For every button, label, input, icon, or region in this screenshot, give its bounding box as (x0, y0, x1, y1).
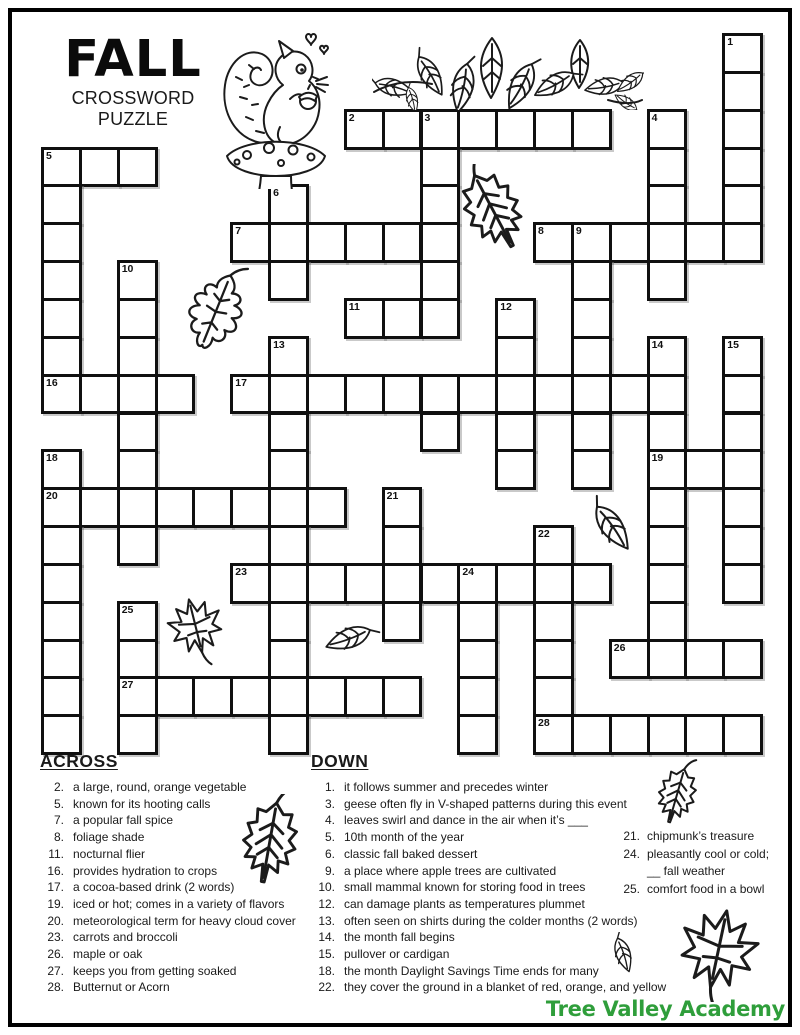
grid-cell-r18c6[interactable] (268, 714, 309, 755)
grid-cell-r5c16[interactable] (647, 222, 688, 263)
clue-down-1 (311, 779, 676, 796)
clue-text: maple or oak (73, 947, 143, 962)
grid-cell-r16c6[interactable] (268, 639, 309, 680)
grid-cell-r13c13[interactable] (533, 525, 574, 566)
grid-cell-r11c18[interactable] (722, 449, 763, 490)
grid-cell-r17c2[interactable] (117, 676, 158, 717)
clue-number: 14. (318, 930, 335, 945)
grid-cell-r2c10[interactable] (420, 109, 461, 150)
grid-cell-r9c18[interactable] (722, 374, 763, 415)
grid-cell-r1c18[interactable] (722, 71, 763, 112)
grid-cell-r15c11[interactable] (457, 601, 498, 642)
maple-leaf-icon (662, 906, 776, 1002)
grid-cell-r15c6[interactable] (268, 601, 309, 642)
grid-cell-r9c14[interactable] (571, 374, 612, 415)
grid-cell-r10c18[interactable] (722, 412, 763, 453)
grid-cell-r7c8[interactable] (344, 298, 385, 339)
grid-cell-r8c14[interactable] (571, 336, 612, 377)
grid-cell-r12c3[interactable] (155, 487, 196, 528)
grid-cell-r12c2[interactable] (117, 487, 158, 528)
clue-number: 13. (318, 913, 335, 928)
grid-cell-r13c2[interactable] (117, 525, 158, 566)
clue-text: can damage plants as temperatures plummet (344, 896, 585, 911)
clue-text: meteorological term for heavy cloud cover (73, 913, 296, 928)
cell-number: 15 (727, 338, 739, 351)
clue-text: provides hydration to crops (73, 863, 218, 878)
clue-text: carrots and broccoli (73, 930, 178, 945)
clue-number: 26. (47, 947, 64, 962)
grid-cell-r12c1[interactable] (79, 487, 120, 528)
grid-cell-r9c10[interactable] (420, 374, 461, 415)
grid-cell-r14c14[interactable] (571, 563, 612, 604)
clue-text: pleasantly cool or cold; __ fall weather (647, 847, 770, 878)
grid-cell-r8c0[interactable] (41, 336, 82, 377)
clue-text: a popular fall spice (73, 813, 174, 828)
grid-cell-r0c18[interactable] (722, 33, 763, 74)
grid-cell-r17c3[interactable] (155, 676, 196, 717)
cell-number: 10 (121, 263, 134, 276)
down-heading: DOWN (311, 751, 369, 771)
grid-cell-r4c16[interactable] (647, 184, 688, 225)
grid-cell-r16c18[interactable] (722, 639, 763, 680)
grid-cell-r13c16[interactable] (647, 525, 688, 566)
grid-cell-r12c5[interactable] (230, 487, 271, 528)
grid-cell-r9c5[interactable] (230, 374, 271, 415)
leaf-icon (236, 794, 302, 894)
clue-text: small mammal known for storing food in trees (344, 880, 586, 895)
grid-cell-r7c0[interactable] (41, 298, 82, 339)
clue-number: 7. (53, 813, 64, 828)
clue-text: foliage shade (73, 830, 145, 845)
grid-cell-r17c5[interactable] (230, 676, 271, 717)
clue-text: Butternut or Acorn (73, 980, 170, 995)
grid-cell-r16c2[interactable] (117, 639, 158, 680)
clue-number: 4. (324, 813, 335, 828)
grid-cell-r9c7[interactable] (306, 374, 347, 415)
grid-cell-r14c13[interactable] (533, 563, 574, 604)
grid-cell-r7c12[interactable] (495, 298, 536, 339)
clue-number: 17. (47, 880, 64, 895)
grid-cell-r17c6[interactable] (268, 676, 309, 717)
grid-cell-r14c12[interactable] (495, 563, 536, 604)
cell-number: 12 (500, 300, 512, 313)
clue-text: a large, round, orange vegetable (73, 780, 247, 794)
clue-text: nocturnal flier (73, 846, 146, 861)
grid-cell-r4c6[interactable] (268, 184, 309, 225)
grid-cell-r9c2[interactable] (117, 374, 158, 415)
clue-down-24 (614, 846, 774, 880)
grid-cell-r16c0[interactable] (41, 639, 82, 680)
grid-cell-r18c16[interactable] (647, 714, 688, 755)
grid-cell-r16c13[interactable] (533, 639, 574, 680)
cell-number: 1 (727, 36, 734, 48)
clue-number: 1. (324, 780, 335, 794)
clue-number: 22. (318, 980, 335, 995)
grid-cell-r5c7[interactable] (306, 222, 347, 263)
clue-text: keeps you from getting soaked (73, 963, 237, 978)
grid-cell-r18c18[interactable] (722, 714, 763, 755)
grid-cell-r6c2[interactable] (117, 260, 158, 301)
cell-number: 27 (121, 679, 134, 692)
clue-down-4 (311, 812, 676, 829)
grid-cell-r3c0[interactable] (41, 147, 82, 188)
grid-cell-r15c9[interactable] (382, 601, 423, 642)
cell-number: 3 (424, 111, 431, 124)
grid-cell-r16c11[interactable] (457, 639, 498, 680)
grid-cell-r12c4[interactable] (192, 487, 233, 528)
grid-cell-r8c6[interactable] (268, 336, 309, 377)
leaf-icon (646, 758, 708, 834)
grid-cell-r14c18[interactable] (722, 563, 763, 604)
across-heading: ACROSS (40, 751, 118, 771)
cell-number: 8 (538, 225, 544, 238)
grid-cell-r18c13[interactable] (533, 714, 574, 755)
clue-down-25 (614, 881, 774, 898)
cell-number: 14 (651, 338, 664, 351)
grid-cell-r13c6[interactable] (268, 525, 309, 566)
grid-cell-r18c15[interactable] (609, 714, 650, 755)
grid-cell-r9c16[interactable] (647, 374, 688, 415)
grid-cell-r11c2[interactable] (117, 449, 158, 490)
clue-across-27 (40, 963, 330, 980)
page-subtitle: CROSSWORD PUZZLE (71, 88, 195, 129)
grid-cell-r14c9[interactable] (382, 563, 423, 604)
grid-cell-r12c16[interactable] (647, 487, 688, 528)
grid-cell-r13c0[interactable] (41, 525, 82, 566)
grid-cell-r17c0[interactable] (41, 676, 82, 717)
grid-cell-r16c15[interactable] (609, 639, 650, 680)
grid-cell-r3c1[interactable] (79, 147, 120, 188)
grid-cell-r15c2[interactable] (117, 601, 158, 642)
grid-cell-r5c15[interactable] (609, 222, 650, 263)
cell-number: 21 (386, 490, 399, 503)
clue-down-13 (311, 913, 676, 930)
grid-cell-r17c13[interactable] (533, 676, 574, 717)
grid-cell-r13c18[interactable] (722, 525, 763, 566)
grid-cell-r14c8[interactable] (344, 563, 385, 604)
grid-cell-r5c8[interactable] (344, 222, 385, 263)
grid-cell-r9c11[interactable] (457, 374, 498, 415)
clue-across-26 (40, 946, 330, 963)
grid-cell-r2c13[interactable] (533, 109, 574, 150)
cell-number: 6 (273, 187, 279, 200)
down-extra-list (614, 828, 774, 898)
grid-cell-r17c7[interactable] (306, 676, 347, 717)
grid-cell-r14c0[interactable] (41, 563, 82, 604)
leaf-icon (604, 932, 644, 976)
grid-cell-r5c14[interactable] (571, 222, 612, 263)
cell-number: 4 (651, 111, 658, 124)
cell-number: 9 (575, 225, 582, 238)
grid-cell-r11c6[interactable] (268, 449, 309, 490)
grid-cell-r11c12[interactable] (495, 449, 536, 490)
clue-number: 24. (623, 847, 640, 861)
grid-cell-r9c3[interactable] (155, 374, 196, 415)
squirrel-mushroom-illustration (216, 27, 336, 189)
clue-across-28 (40, 979, 330, 996)
leaf-icon (314, 610, 384, 668)
grid-cell-r9c13[interactable] (533, 374, 574, 415)
oak-leaf-icon (172, 258, 258, 368)
leaf-pile-illustration (372, 30, 644, 110)
grid-cell-r18c14[interactable] (571, 714, 612, 755)
grid-cell-r11c17[interactable] (684, 449, 725, 490)
grid-cell-r12c18[interactable] (722, 487, 763, 528)
grid-cell-r4c18[interactable] (722, 184, 763, 225)
grid-cell-r12c7[interactable] (306, 487, 347, 528)
grid-cell-r14c5[interactable] (230, 563, 271, 604)
grid-cell-r5c6[interactable] (268, 222, 309, 263)
clue-number: 27. (47, 963, 64, 978)
down-clues-extra-column (614, 828, 774, 899)
grid-cell-r2c8[interactable] (344, 109, 385, 150)
grid-cell-r7c10[interactable] (420, 298, 461, 339)
grid-cell-r14c16[interactable] (647, 563, 688, 604)
clue-number: 21. (623, 829, 640, 843)
grid-cell-r8c12[interactable] (495, 336, 536, 377)
grid-cell-r5c18[interactable] (722, 222, 763, 263)
clue-number: 8. (53, 830, 64, 845)
grid-cell-r9c8[interactable] (344, 374, 385, 415)
grid-cell-r5c0[interactable] (41, 222, 82, 263)
cell-number: 22 (538, 528, 550, 541)
grid-cell-r10c14[interactable] (571, 412, 612, 453)
cell-number: 2 (348, 111, 355, 124)
grid-cell-r9c6[interactable] (268, 374, 309, 415)
clue-number: 5. (324, 830, 335, 845)
grid-cell-r16c17[interactable] (684, 639, 725, 680)
grid-cell-r18c2[interactable] (117, 714, 158, 755)
cell-number: 25 (121, 603, 134, 616)
grid-cell-r17c9[interactable] (382, 676, 423, 717)
leaf-icon (452, 164, 542, 260)
grid-cell-r6c16[interactable] (647, 260, 688, 301)
grid-cell-r2c9[interactable] (382, 109, 423, 150)
grid-cell-r10c12[interactable] (495, 412, 536, 453)
clue-down-22 (311, 979, 676, 996)
cell-number: 7 (235, 225, 242, 238)
grid-cell-r9c15[interactable] (609, 374, 650, 415)
grid-cell-r11c16[interactable] (647, 449, 688, 490)
grid-cell-r8c18[interactable] (722, 336, 763, 377)
grid-cell-r14c6[interactable] (268, 563, 309, 604)
grid-cell-r8c16[interactable] (647, 336, 688, 377)
leaf-icon (582, 492, 646, 560)
cell-number: 28 (538, 717, 550, 730)
clue-text: pullover or cardigan (344, 947, 450, 962)
grid-cell-r7c2[interactable] (117, 298, 158, 339)
clue-text: it follows summer and precedes winter (344, 780, 549, 794)
clue-number: 2. (53, 780, 64, 794)
cell-number: 18 (46, 452, 58, 465)
grid-cell-r6c6[interactable] (268, 260, 309, 301)
grid-cell-r5c5[interactable] (230, 222, 271, 263)
grid-cell-r15c13[interactable] (533, 601, 574, 642)
clue-text: comfort food in a bowl (647, 882, 765, 896)
grid-cell-r15c0[interactable] (41, 601, 82, 642)
clue-number: 9. (324, 863, 335, 878)
clue-across-20 (40, 913, 330, 930)
clue-number: 5. (53, 796, 64, 811)
grid-cell-r7c9[interactable] (382, 298, 423, 339)
cell-number: 16 (46, 376, 58, 389)
page-title: FALL (64, 30, 202, 89)
clue-across-19 (40, 896, 330, 913)
grid-cell-r6c14[interactable] (571, 260, 612, 301)
grid-cell-r17c11[interactable] (457, 676, 498, 717)
grid-cell-r18c11[interactable] (457, 714, 498, 755)
clue-text: often seen on shirts during the colder months (2 words) (344, 913, 638, 928)
grid-cell-r6c0[interactable] (41, 260, 82, 301)
site-brand: Tree Valley Academy (545, 997, 785, 1021)
cell-number: 26 (613, 641, 626, 654)
grid-cell-r12c6[interactable] (268, 487, 309, 528)
grid-cell-r5c17[interactable] (684, 222, 725, 263)
cell-number: 17 (235, 376, 247, 389)
clue-number: 18. (318, 963, 335, 978)
clue-number: 15. (318, 947, 335, 962)
grid-cell-r3c16[interactable] (647, 147, 688, 188)
grid-cell-r10c6[interactable] (268, 412, 309, 453)
clue-number: 25. (623, 882, 640, 896)
grid-cell-r11c14[interactable] (571, 449, 612, 490)
cell-number: 20 (46, 490, 58, 503)
grid-cell-r2c18[interactable] (722, 109, 763, 150)
grid-cell-r2c12[interactable] (495, 109, 536, 150)
clue-text: the month fall begins (344, 930, 455, 945)
cell-number: 11 (348, 300, 360, 313)
grid-cell-r9c9[interactable] (382, 374, 423, 415)
clue-text: geese often fly in V-shaped patterns during this event (344, 796, 627, 811)
clue-number: 23. (47, 930, 64, 945)
clue-number: 20. (47, 913, 64, 928)
clue-number: 19. (47, 896, 64, 911)
grid-cell-r12c0[interactable] (41, 487, 82, 528)
clue-text: iced or hot; comes in a variety of flavors (73, 896, 285, 911)
grid-cell-r17c4[interactable] (192, 676, 233, 717)
clue-number: 11. (48, 846, 64, 861)
cell-number: 5 (46, 149, 52, 162)
grid-cell-r11c0[interactable] (41, 449, 82, 490)
clue-number: 16. (47, 863, 64, 878)
cell-number: 23 (235, 565, 247, 578)
clue-text: known for its hooting calls (73, 796, 211, 811)
cell-number: 13 (273, 338, 285, 351)
grid-cell-r10c2[interactable] (117, 412, 158, 453)
clue-text: the month Daylight Savings Time ends for many (344, 963, 599, 978)
clue-text: 10th month of the year (344, 830, 465, 845)
clue-number: 3. (324, 796, 335, 811)
clue-number: 12. (318, 896, 335, 911)
grid-cell-r14c7[interactable] (306, 563, 347, 604)
clue-text: classic fall baked dessert (344, 846, 478, 861)
clue-number: 10. (318, 880, 335, 895)
grid-cell-r7c14[interactable] (571, 298, 612, 339)
clue-text: chipmunk’s treasure (647, 829, 755, 843)
grid-cell-r3c18[interactable] (722, 147, 763, 188)
grid-cell-r18c0[interactable] (41, 714, 82, 755)
grid-cell-r10c16[interactable] (647, 412, 688, 453)
grid-cell-r14c10[interactable] (420, 563, 461, 604)
grid-cell-r5c9[interactable] (382, 222, 423, 263)
grid-cell-r13c9[interactable] (382, 525, 423, 566)
clue-across-23 (40, 929, 330, 946)
cell-number: 19 (651, 452, 664, 465)
grid-cell-r4c0[interactable] (41, 184, 82, 225)
grid-cell-r6c10[interactable] (420, 260, 461, 301)
grid-cell-r16c16[interactable] (647, 639, 688, 680)
clue-text: leaves swirl and dance in the air when it’s ___ (344, 813, 588, 828)
clue-number: 28. (47, 980, 64, 995)
clue-number: 6. (324, 846, 335, 861)
grid-cell-r3c2[interactable] (117, 147, 158, 188)
grid-cell-r8c2[interactable] (117, 336, 158, 377)
clue-text: a place where apple trees are cultivated (344, 863, 557, 878)
maple-leaf-icon (158, 594, 234, 668)
grid-cell-r2c11[interactable] (457, 109, 498, 150)
grid-cell-r17c8[interactable] (344, 676, 385, 717)
clue-text: a cocoa-based drink (2 words) (73, 880, 235, 895)
cell-number: 24 (462, 565, 475, 578)
clue-down-3 (311, 796, 676, 813)
grid-cell-r12c9[interactable] (382, 487, 423, 528)
grid-cell-r15c16[interactable] (647, 601, 688, 642)
clue-text: they cover the ground in a blanket of red, orange, and yellow (344, 980, 667, 995)
grid-cell-r14c11[interactable] (457, 563, 498, 604)
grid-cell-r2c16[interactable] (647, 109, 688, 150)
grid-cell-r9c1[interactable] (79, 374, 120, 415)
grid-cell-r10c10[interactable] (420, 412, 461, 453)
grid-cell-r9c0[interactable] (41, 374, 82, 415)
grid-cell-r9c12[interactable] (495, 374, 536, 415)
grid-cell-r18c17[interactable] (684, 714, 725, 755)
grid-cell-r2c14[interactable] (571, 109, 612, 150)
